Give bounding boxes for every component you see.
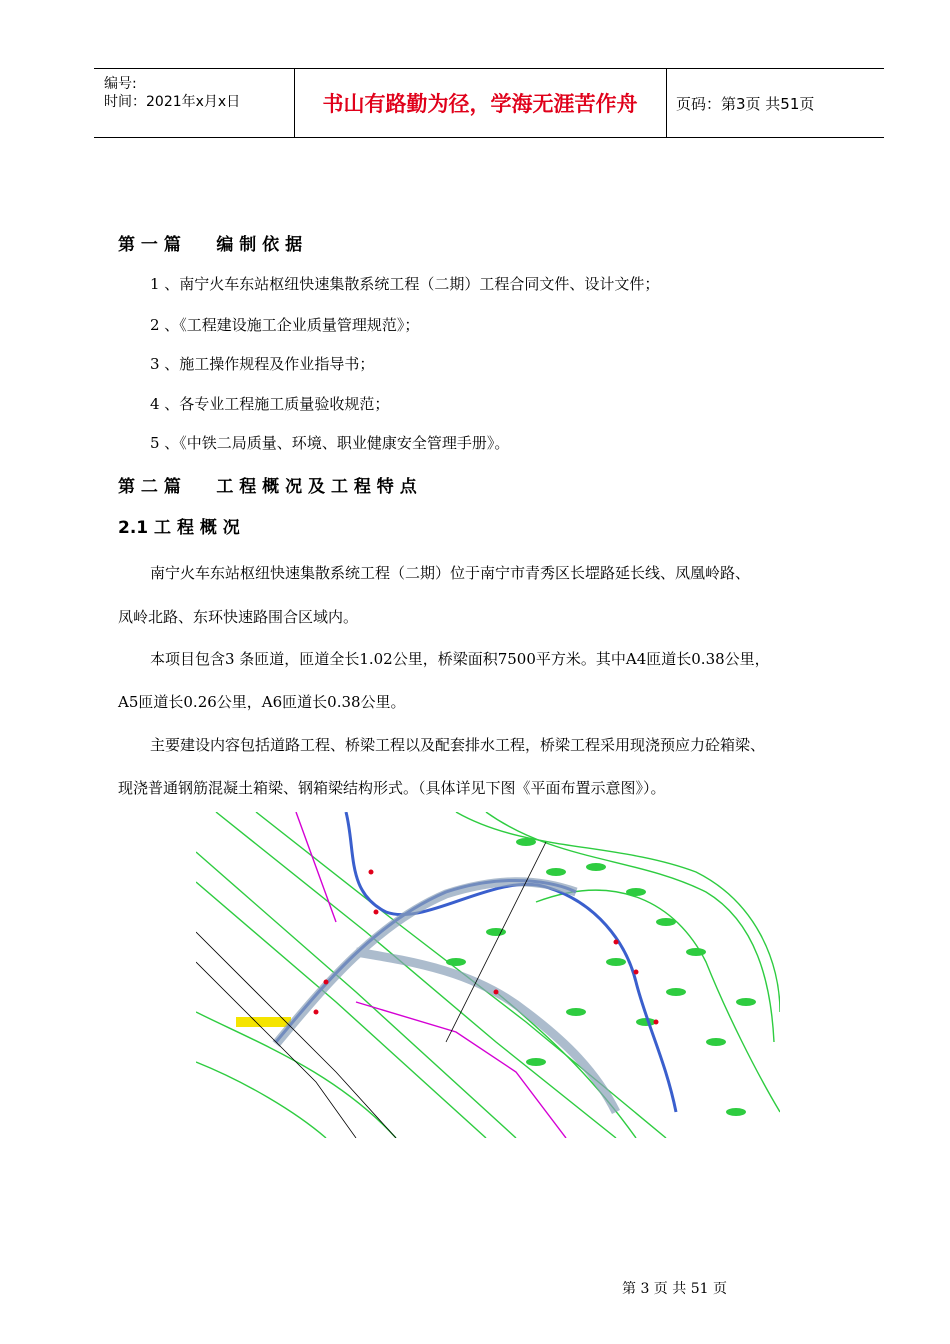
header-page-info: 页码：第3页 共51页 — [676, 94, 815, 113]
section1-title: 第 一 篇 编 制 依 据 — [118, 235, 303, 255]
list-item: 1 、南宁火车东站枢纽快速集散系统工程（二期）工程合同文件、设计文件； — [150, 275, 660, 293]
site-plan-drawing — [196, 812, 780, 1138]
paragraph-line: 主要建设内容包括道路工程、桥梁工程以及配套排水工程，桥梁工程采用现浇预应力砼箱梁、 — [150, 736, 766, 754]
site-plan-figure — [196, 812, 780, 1138]
paragraph-line: 本项目包含3 条匝道，匝道全长1.02公里，桥梁面积7500平方米。其中A4匝道长0.38公里， — [150, 650, 770, 668]
list-item: 4 、各专业工程施工质量验收规范； — [150, 395, 390, 413]
paragraph-line: 现浇普通钢筋混凝土箱梁、钢箱梁结构形式。（具体详见下图《平面布置示意图》）。 — [118, 779, 666, 797]
paragraph-line: A5匝道长0.26公里，A6匝道长0.38公里。 — [118, 693, 406, 711]
document-number-label: 编号: — [104, 76, 137, 92]
header-meta — [94, 69, 295, 137]
page-header — [94, 68, 884, 138]
list-item: 2 、《工程建设施工企业质量管理规范》； — [150, 316, 420, 334]
section2-title: 第 二 篇 工 程 概 况 及 工 程 特 点 — [118, 477, 417, 497]
paragraph-line: 南宁火车东站枢纽快速集散系统工程（二期）位于南宁市青秀区长堽路延长线、凤凰岭路、 — [150, 564, 751, 582]
page-footer: 第 3 页 共 51 页 — [622, 1281, 727, 1297]
paragraph-line: 凤岭北路、东环快速路围合区域内。 — [118, 608, 359, 626]
document-time-label: 时间：2021年x月x日 — [104, 94, 241, 110]
list-item: 5 、《中铁二局质量、环境、职业健康安全管理手册》。 — [150, 434, 510, 452]
section2-subtitle: 2.1 工 程 概 况 — [118, 518, 240, 538]
header-motto: 书山有路勤为径，学海无涯苦作舟 — [294, 69, 667, 137]
list-item: 3 、施工操作规程及作业指导书； — [150, 355, 375, 373]
